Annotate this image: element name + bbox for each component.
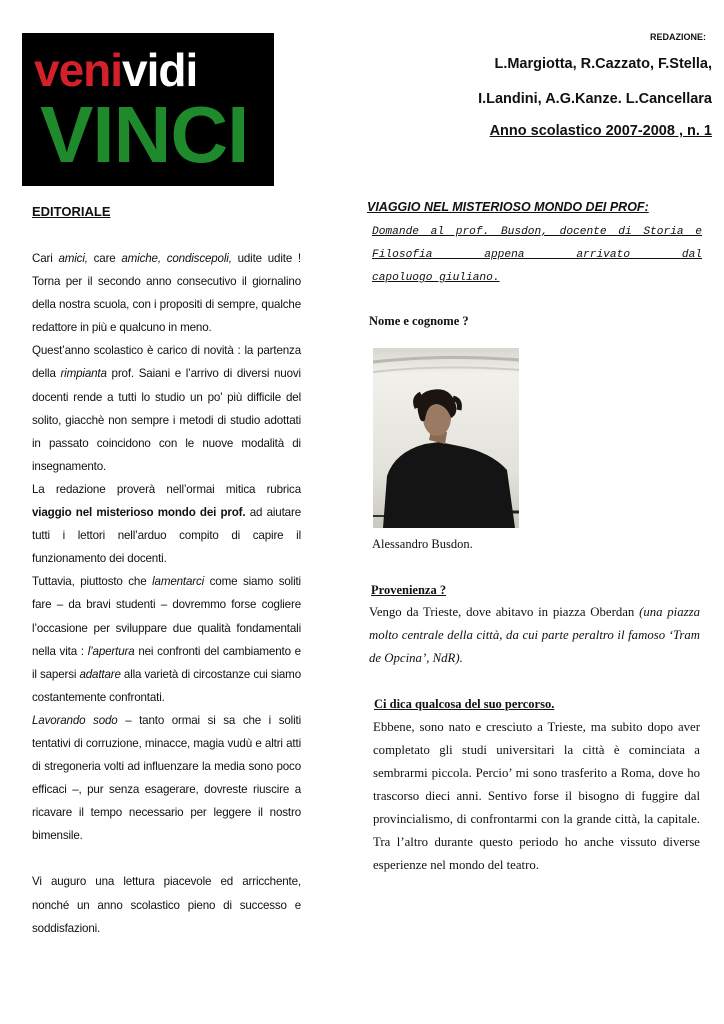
editoriale-title: EDITORIALE — [32, 204, 111, 219]
text-run: ad aiutare tutti i lettori nell’arduo compito di capire il funzionamento dei docenti. — [32, 506, 301, 566]
issue-info: Anno scolastico 2007-2008 , n. 1 — [489, 123, 712, 139]
text-run: udite udite ! Torna per il secondo anno consecutivo il giornalino della nostra scuola, con i propositi di sempre, qualche redattore in più e qualcuno in meno. — [32, 252, 301, 335]
viaggio-subtitle-line: Domande al prof. Busdon, docente di Storia e Filosofia appena arrivato dal — [372, 226, 702, 261]
teacher-portrait-icon — [373, 348, 519, 528]
editoriale-paragraph — [32, 570, 301, 709]
viaggio-subtitle — [372, 221, 702, 290]
text-run-italic: l’apertura — [87, 644, 135, 658]
text-run: Vengo da Trieste, dove abitavo in piazza Oberdan — [369, 605, 640, 619]
text-run: Quest’anno scolastico è carico di novità : la partenza della — [32, 344, 301, 381]
text-run-italic: Lavorando sodo — [32, 713, 118, 727]
logo-vidi: vidi — [122, 44, 198, 96]
text-run-italic: (una piazza molto centrale della città, da cui parte peraltro il famoso ‘Tram de Opcina’, NdR). — [369, 605, 700, 665]
editoriale-paragraph — [32, 339, 301, 478]
redazione-names-line1: L.Margiotta, R.Cazzato, F.Stella, — [494, 56, 712, 72]
editoriale-paragraph — [32, 247, 301, 339]
text-run: Cari — [32, 252, 59, 265]
text-run-italic: amiche, condiscepoli, — [121, 252, 232, 265]
text-run: Tuttavia, piuttosto che — [32, 575, 153, 589]
text-run: La redazione proverà nell’ormai mitica rubrica — [32, 482, 301, 496]
logo-venividi — [34, 44, 198, 96]
masthead-logo — [22, 33, 274, 186]
text-run: come siamo soliti fare – da bravi studenti – dovremmo forse cogliere l’occasione per sviluppare due qualità fondamentali nella vita : — [32, 575, 301, 658]
photo-caption: Alessandro Busdon. — [372, 537, 473, 551]
text-run-italic: lamentarci — [152, 575, 205, 589]
question-percorso: Ci dica qualcosa del suo percorso. — [374, 697, 555, 711]
viaggio-title: VIAGGIO NEL MISTERIOSO MONDO DEI PROF: — [367, 200, 649, 214]
redazione-names-line2: I.Landini, A.G.Kanze. L.Cancellara — [478, 91, 712, 107]
text-run: nei confronti del cambiamento e il sapersi — [32, 644, 301, 681]
redazione-label: REDAZIONE: — [650, 32, 706, 42]
logo-vinci: VINCI — [40, 90, 249, 179]
editoriale-paragraph — [32, 478, 301, 570]
text-run: – tanto ormai si sa che i soliti tentativi di corruzione, minacce, magia vudù e altri atti di stregoneria volti ad influenzare la media sono poco efficaci –, pur senza esagerare, dovreste riuscire a ricavare il tempo necessario per leggere il nostro bimensile. — [32, 713, 301, 843]
editoriale-paragraph — [32, 709, 301, 848]
text-run-italic: adattare — [79, 667, 121, 681]
text-run: prof. Saiani e l’arrivo di diversi nuovi docenti rende a tutti lo studio un po’ più difficile del solito, giacchè non sempre i metodi di studio adottati in passato coincidono con le nuove modalità di insegnamento. — [32, 367, 301, 473]
question-provenienza: Provenienza ? — [371, 583, 447, 597]
logo-veni: veni — [34, 44, 123, 96]
answer-percorso: Ebbene, sono nato e cresciuto a Trieste, ma subito dopo aver completato gli studi universitari la città è cominciata a sembrarmi piccola. Percio’ mi sono trasferito a Roma, dove ho trascorso dieci anni. Sentivo forse il bisogno di fuggire dal provincialismo, di confrontarmi con la grande città, la capitale. Tra l’altro durante questo periodo ho anche vissuto diverse esperienze nel mondo del teatro. — [373, 720, 700, 872]
text-run: alla varietà di circostanze cui siamo costantemente confrontati. — [32, 667, 301, 704]
question-nome: Nome e cognome ? — [369, 314, 469, 328]
viaggio-subtitle-line: capoluogo giuliano. — [372, 272, 500, 284]
text-run-italic: rimpianta — [60, 367, 107, 381]
teacher-photo — [373, 348, 519, 528]
text-run-bold: viaggio nel misterioso mondo dei prof. — [32, 506, 246, 520]
editoriale-closing: Vi auguro una lettura piacevole ed arricchente, nonché un anno scolastico pieno di successo e soddisfazioni. — [32, 875, 301, 935]
text-run: care — [87, 252, 122, 265]
editoriale-body — [32, 247, 301, 940]
text-run-italic: amici, — [58, 252, 88, 265]
answer-provenienza — [369, 601, 700, 670]
